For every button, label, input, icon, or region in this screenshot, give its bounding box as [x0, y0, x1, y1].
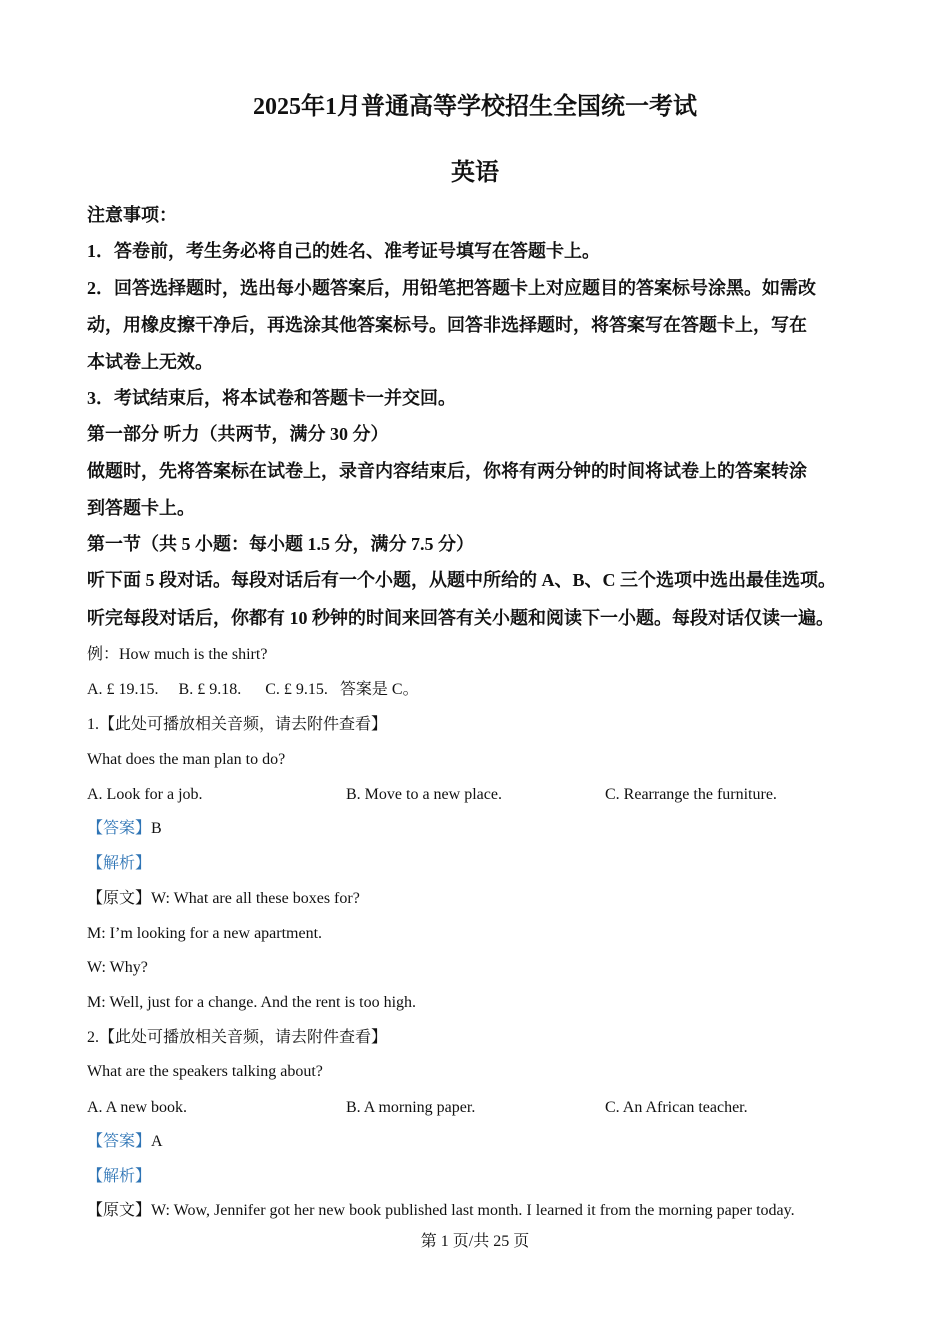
example-question: 例：How much is the shirt? — [87, 646, 268, 663]
part1-instruction: 到答题卡上。 — [87, 498, 195, 518]
script-line — [87, 891, 360, 907]
script-line: M: Well, just for a change. And the rent is too high. — [87, 994, 417, 1011]
script-label: 【原文】 — [87, 890, 152, 907]
script-line: M: I’m looking for a new apartment. — [87, 925, 323, 942]
question-number: 1. — [87, 716, 99, 733]
section-instruction: 听下面 5 段对话。每段对话后有一个小题，从题中所给的 A、B、C 三个选项中选出最佳选项。 — [87, 570, 836, 590]
analysis-label: 【解析】 — [87, 855, 152, 872]
option-a: A. Look for a job. — [87, 786, 203, 803]
part1-instruction: 做题时，先将答案标在试卷上，录音内容结束后，你将有两分钟的时间将试卷上的答案转涂 — [87, 461, 807, 481]
example-answer: A. £ 19.15. B. £ 9.18. C. £ 9.15. 答案是 C。 — [87, 681, 419, 698]
audio-link[interactable]: 【此处可播放相关音频，请去附件查看】 — [99, 716, 388, 733]
analysis-label: 【解析】 — [87, 1168, 152, 1185]
script-line — [87, 1203, 795, 1219]
answer-label: 【答案】 — [87, 1133, 152, 1150]
option-c: C. Rearrange the furniture. — [605, 786, 777, 803]
script-label: 【原文】 — [87, 1202, 152, 1219]
exam-title: 2025年1月普通高等学校招生全国统一考试 — [253, 94, 697, 120]
part1-heading: 第一部分 听力（共两节，满分 30 分） — [87, 424, 389, 444]
script-text: W: Wow, Jennifer got her new book published last month. I learned it from the morning paper today. — [151, 1202, 795, 1219]
notice-line: 本试卷上无效。 — [87, 352, 213, 372]
option-a: A. A new book. — [87, 1099, 187, 1116]
question-2-header — [87, 1030, 387, 1046]
subject-title: 英语 — [451, 160, 499, 186]
option-b: B. Move to a new place. — [346, 786, 502, 803]
notice-line: 1．答卷前，考生务必将自己的姓名、准考证号填写在答题卡上。 — [87, 241, 600, 261]
notice-line: 动，用橡皮擦干净后，再选涂其他答案标号。回答非选择题时，将答案写在答题卡上，写在 — [87, 315, 807, 335]
question-1-header — [87, 717, 387, 733]
question-number: 2. — [87, 1029, 99, 1046]
script-line: W: Why? — [87, 959, 148, 976]
question-2-text: What are the speakers talking about? — [87, 1063, 323, 1080]
notice-line: 3．考试结束后，将本试卷和答题卡一并交回。 — [87, 388, 456, 408]
section1-heading: 第一节（共 5 小题：每小题 1.5 分，满分 7.5 分） — [87, 534, 474, 554]
notice-line: 2．回答选择题时，选出每小题答案后，用铅笔把答题卡上对应题目的答案标号涂黑。如需改 — [87, 278, 816, 298]
answer-value: A — [151, 1133, 163, 1150]
answer-value: B — [151, 820, 162, 837]
option-b: B. A morning paper. — [346, 1099, 476, 1116]
script-text: W: What are all these boxes for? — [151, 890, 360, 907]
section-instruction: 听完每段对话后，你都有 10 秒钟的时间来回答有关小题和阅读下一小题。每段对话仅读一遍。 — [87, 608, 834, 628]
notice-heading: 注意事项： — [87, 205, 177, 225]
answer-label: 【答案】 — [87, 820, 152, 837]
audio-link[interactable]: 【此处可播放相关音频，请去附件查看】 — [99, 1029, 388, 1046]
answer-line — [87, 1134, 163, 1150]
question-1-text: What does the man plan to do? — [87, 751, 286, 768]
page-footer: 第 1 页/共 25 页 — [420, 1233, 530, 1250]
option-c: C. An African teacher. — [605, 1099, 748, 1116]
answer-line — [87, 821, 162, 837]
